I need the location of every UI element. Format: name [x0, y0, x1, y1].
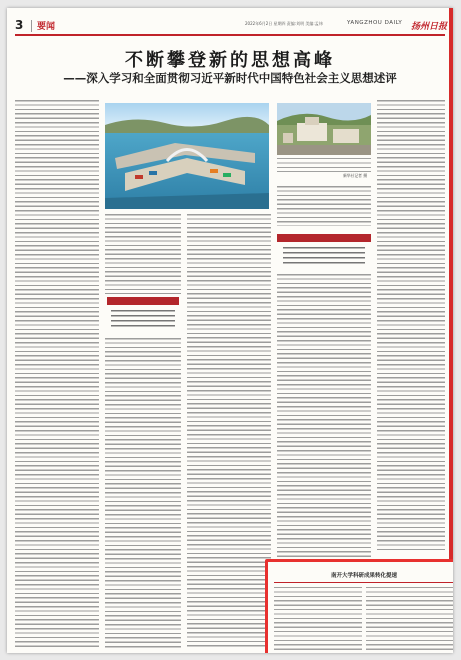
highlight-text-left [274, 587, 362, 653]
port-aerial-photo [105, 103, 269, 209]
side-photo-credit: 新华社记者 摄 [343, 173, 367, 178]
page-header [15, 18, 448, 36]
article-column-3b [187, 214, 271, 648]
article-column-3c [277, 274, 371, 559]
article-column-2b [105, 338, 181, 648]
page-edge-accent [449, 8, 453, 653]
subhead-1 [107, 297, 179, 305]
highlight-text-right [366, 587, 453, 653]
article-column-3a [277, 186, 371, 226]
highlight-title-rule [274, 582, 453, 583]
issue-meta: 2022年6月2日 星期四 责编:刘明 美编:孟炜 [245, 21, 323, 26]
page-title: 不断攀登新的思想高峰 [125, 50, 335, 71]
article-column-2a [105, 214, 181, 294]
side-photo-caption [277, 158, 371, 182]
paper-logo: 扬州日报 [411, 22, 448, 32]
newspaper-page [7, 8, 453, 653]
highlight-article-title: 南开大学科研成果转化提速 [330, 573, 397, 579]
pull-quote-2 [277, 245, 371, 269]
pull-quote-1 [107, 308, 179, 332]
page-number: 3 [15, 18, 24, 32]
paper-brand: YANGZHOU DAILY [347, 20, 403, 26]
subhead-2 [277, 234, 371, 242]
campus-building-photo [277, 103, 371, 155]
page-subtitle: ——深入学习和全面贯彻习近平新时代中国特色社会主义思想述评 [63, 71, 397, 85]
highlighted-article[interactable] [265, 559, 453, 653]
article-column-1 [15, 100, 99, 648]
section-label: 要闻 [37, 22, 56, 32]
article-column-4 [377, 100, 445, 552]
header-divider [31, 20, 32, 32]
